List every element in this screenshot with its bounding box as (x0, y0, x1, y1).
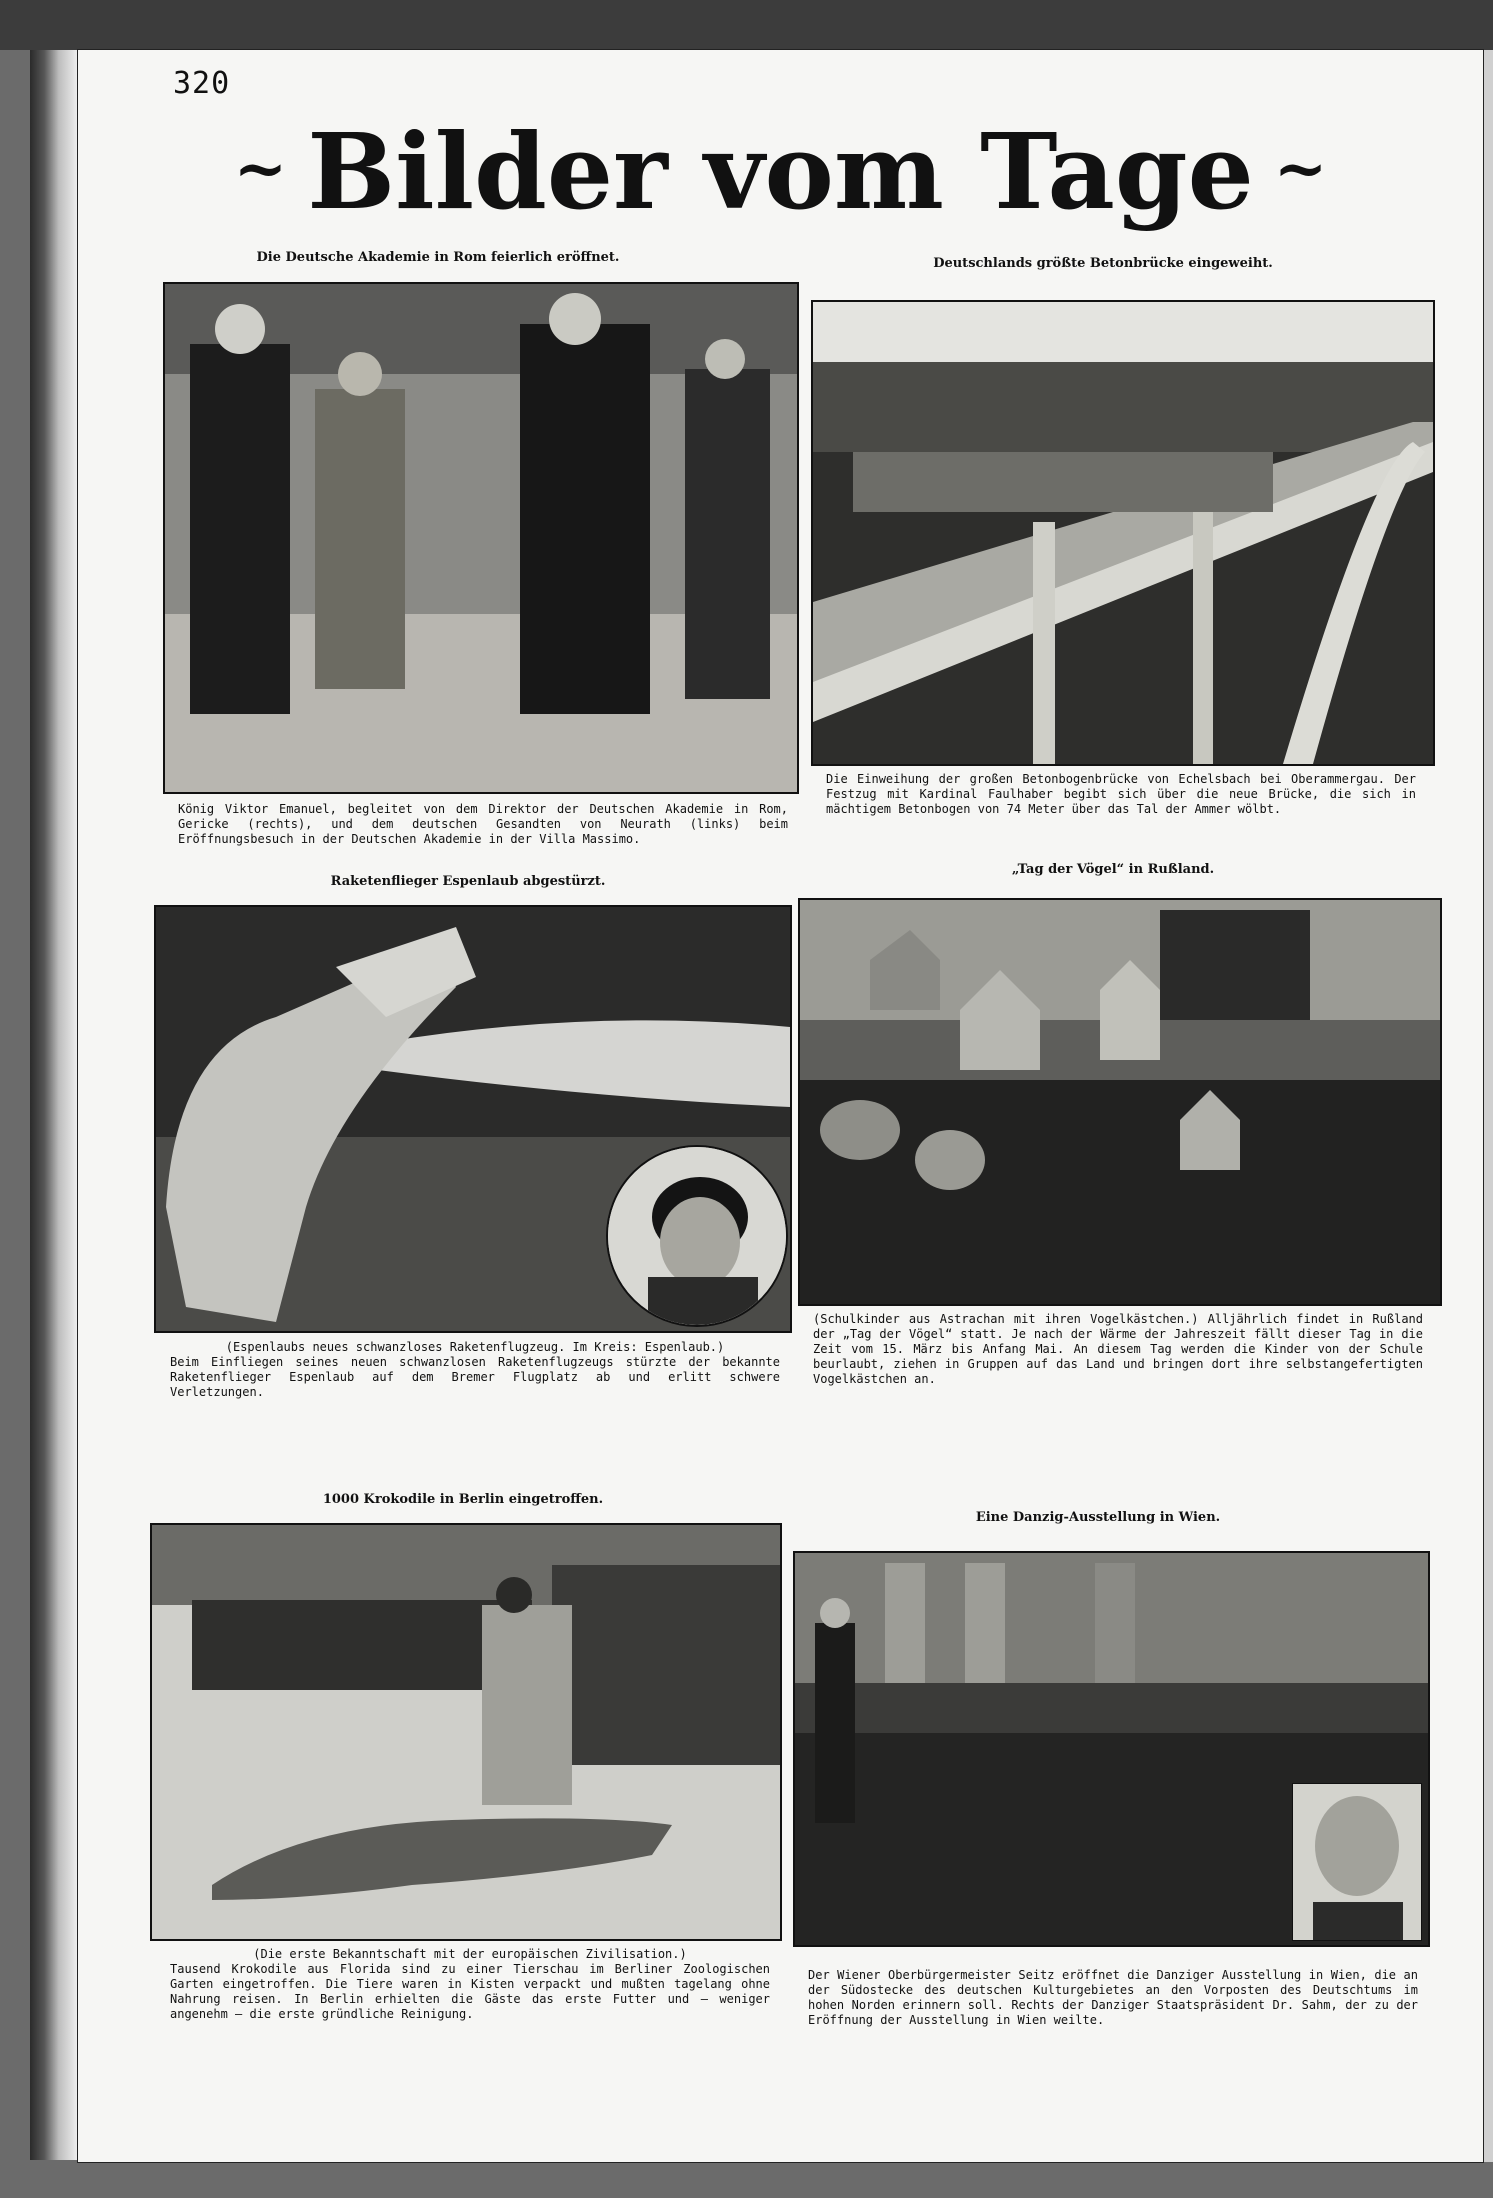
photo-akademie-rom (163, 282, 799, 794)
article-heading-krokodile: 1000 Krokodile in Berlin eingetroffen. (322, 1492, 604, 1507)
masthead-ornament-left: ~ (233, 131, 288, 206)
masthead-ornament-right: ~ (1273, 131, 1328, 206)
page-number: 320 (173, 66, 231, 101)
photo-krokodile (150, 1523, 782, 1941)
photo-tag-der-voegel (798, 898, 1442, 1306)
caption-body-raketenflieger: Beim Einfliegen seines neuen schwanzlosen Raketenflugzeugs stürzte der bekannte Raketenflieger Espenlaub auf dem Bremer Flugplatz ab und erlitt schwere Verletzungen. (170, 1355, 780, 1399)
article-heading-tag-der-voegel: „Tag der Vögel“ in Rußland. (1011, 862, 1215, 877)
book-spine (30, 50, 78, 2160)
photo-betonbruecke (811, 300, 1435, 766)
article-caption-tag-der-voegel: (Schulkinder aus Astrachan mit ihren Vogelkästchen.) Alljährlich findet in Rußland der „Tag der Vögel“ statt. Je nach der Wärme der Jahreszeit fällt dieser Tag in die Zeit vom 15. März bis Anfang Mai. An diesem Tag werden die Kinder von der Schule beurlaubt, ziehen in Gruppen auf das Land und bringen dort ihre selbstangefertigten Vogelkästchen an. (813, 1312, 1423, 1386)
page-edge (1483, 50, 1493, 2162)
caption-body-krokodile: Tausend Krokodile aus Florida sind zu einer Tierschau im Berliner Zoologischen Garten eingetroffen. Die Tiere waren in Kisten verpackt und mußten tagelang ohne Nahrung reisen. In Berlin erhielten die Gäste das erste Futter und — weniger angenehm — die erste gründliche Reinigung. (170, 1962, 770, 2021)
masthead-title: Bilder vom Tage (307, 110, 1254, 233)
article-caption-krokodile (170, 1947, 770, 2022)
article-heading-akademie: Die Deutsche Akademie in Rom feierlich eröffnet. (256, 250, 620, 265)
portrait-inset-espenlaub (606, 1145, 788, 1327)
article-heading-raketenflieger: Raketenflieger Espenlaub abgestürzt. (330, 874, 606, 889)
scan-background (0, 0, 1493, 50)
masthead (78, 110, 1483, 233)
article-caption-raketenflieger (170, 1340, 780, 1400)
photo-raketenflugzeug (154, 905, 792, 1333)
article-heading-betonbruecke: Deutschlands größte Betonbrücke eingeweiht. (933, 256, 1273, 271)
article-caption-akademie: König Viktor Emanuel, begleitet von dem Direktor der Deutschen Akademie in Rom, Gericke (rechts), und dem deutschen Gesandten von Neurath (links) beim Eröffnungsbesuch in der Deutschen Akademie in der Villa Massimo. (178, 802, 788, 846)
article-caption-danzig: Der Wiener Oberbürgermeister Seitz eröffnet die Danziger Ausstellung in Wien, die an der Südostecke des deutschen Kulturgebietes an den Vorposten des Deutschtums im hohen Norden erinnern soll. Rechts der Danziger Staatspräsident Dr. Sahm, der zu der Eröffnung der Ausstellung in Wien weilte. (808, 1968, 1418, 2027)
photo-danzig-ausstellung (793, 1551, 1430, 1947)
article-caption-betonbruecke: Die Einweihung der großen Betonbogenbrücke von Echelsbach bei Oberammergau. Der Festzug mit Kardinal Faulhaber begibt sich über die neue Brücke, die sich in mächtigem Betonbogen von 74 Meter über das Tal der Ammer wölbt. (826, 772, 1416, 816)
article-heading-danzig: Eine Danzig-Ausstellung in Wien. (975, 1510, 1221, 1525)
caption-lead-raketenflieger: (Espenlaubs neues schwanzloses Raketenflugzeug. Im Kreis: Espenlaub.) (225, 1340, 725, 1354)
newspaper-page (78, 50, 1483, 2162)
caption-lead-krokodile: (Die erste Bekanntschaft mit der europäischen Zivilisation.) (253, 1947, 687, 1961)
portrait-inset-sahm (1292, 1783, 1422, 1941)
